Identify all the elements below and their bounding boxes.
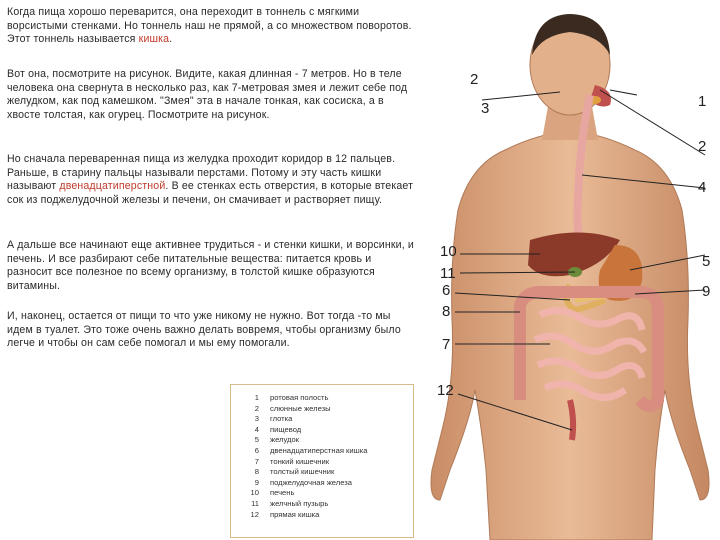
legend-number: 6 [254, 445, 259, 455]
highlight-term-duodenum: двенадцатиперстной [59, 180, 166, 193]
legend-list [245, 393, 367, 520]
legend-row [245, 499, 367, 510]
legend-number: 3 [254, 414, 259, 424]
paragraph-text: Но сначала переваренная пища из желудка проходит коридор в 12 пальцев. Раньше, в старину пальцы называли перстами. Потому и эту часть кишки называют [7, 153, 396, 193]
paragraph-elimination [7, 310, 417, 351]
paragraph-text: . В ее стенках есть отверстия, в которые втекает сок из поджелудочной железы и печени, он смачивает и растворяет пищу. [7, 180, 414, 206]
legend-label: поджелудочная железа [270, 477, 352, 487]
paragraph-digestion [7, 239, 417, 293]
legend-row [245, 393, 367, 404]
legend-number: 1 [254, 393, 259, 402]
paragraph-text: А дальше все начинают еще активнее трудиться - и стенки кишки, и ворсинки, и печень. И все разбирают себе питательные вещества: питается кровь и разносит все полезное по всему организму, в толстой кишке образуются витамины. [7, 239, 414, 292]
legend-row [245, 425, 367, 436]
legend-label: слюнные железы [270, 403, 331, 413]
legend-row [245, 488, 367, 499]
legend-label: желудок [270, 435, 300, 445]
paragraph-intestine-intro [7, 6, 417, 47]
legend-number: 8 [254, 467, 259, 477]
legend-row [245, 457, 367, 468]
callout-9: 9 [702, 283, 711, 300]
legend-number: 12 [250, 509, 259, 519]
legend-label: пищевод [270, 424, 302, 434]
legend-label: прямая кишка [270, 509, 320, 519]
legend-number: 4 [254, 424, 259, 434]
legend-number: 5 [254, 435, 259, 445]
digestive-system-illustration [420, 0, 720, 540]
organ-legend [230, 384, 414, 538]
paragraph-text: Вот она, посмотрите на рисунок. Видите, какая длинная - 7 метров. Но в теле человека она свернута в несколько раз, как 7-метровая змея и лежит себе под желудком, как под камешком. "Змея" эта в начале тонкая, как сосиска, а в хвосте толстая, как огурец. Посмотрите на рисунок. [7, 68, 408, 121]
callout-4: 4 [698, 179, 707, 196]
legend-number: 7 [254, 456, 259, 466]
paragraph-text: Когда пища хорошо переварится, она переходит в тоннель с мягкими ворсистыми стенками. Но тоннель наш не прямой, а со множеством поворотов. Этот тоннель называется [7, 6, 412, 46]
paragraph-intestine-length [7, 68, 417, 122]
legend-number: 11 [251, 498, 259, 508]
legend-row [245, 414, 367, 425]
legend-number: 2 [254, 403, 259, 413]
legend-label: печень [270, 488, 295, 498]
anatomy-figure [420, 0, 720, 540]
legend-row [245, 510, 367, 521]
paragraph-text: И, наконец, остается от пищи то что уже никому не нужно. Вот тогда -то мы идем в туалет. Это тоже очень важно делать вовремя, чтобы организму было легче и чтобы он сам себе помогал и мы ему помогали. [7, 310, 401, 350]
callout-10: 10 [440, 243, 457, 260]
torso-silhouette [431, 130, 709, 540]
callout-11: 11 [440, 265, 456, 282]
legend-row [245, 404, 367, 415]
paragraph-duodenum [7, 153, 417, 207]
callout-2-right: 2 [698, 138, 707, 155]
legend-label: тонкий кишечник [270, 456, 330, 466]
legend-row [245, 467, 367, 478]
callout-1: 1 [698, 93, 707, 110]
callout-12: 12 [437, 382, 454, 399]
legend-row [245, 478, 367, 489]
callout-7: 7 [442, 336, 451, 353]
callout-3: 3 [481, 100, 490, 117]
callout-8: 8 [442, 303, 451, 320]
callout-5: 5 [702, 253, 711, 270]
legend-row [245, 446, 367, 457]
highlight-term-intestine: кишка [138, 33, 170, 46]
legend-label: ротовая полость [270, 393, 329, 402]
legend-label: толстый кишечник [270, 467, 335, 477]
legend-label: двенадцатиперстная кишка [270, 445, 368, 455]
legend-number: 10 [250, 488, 259, 498]
callout-6: 6 [442, 282, 451, 299]
legend-number: 9 [254, 477, 259, 487]
legend-label: глотка [270, 414, 293, 424]
legend-row [245, 435, 367, 446]
rectum [570, 400, 573, 440]
paragraph-text: . [169, 33, 173, 46]
legend-label: желчный пузырь [270, 498, 329, 508]
callout-2-left: 2 [470, 71, 479, 88]
